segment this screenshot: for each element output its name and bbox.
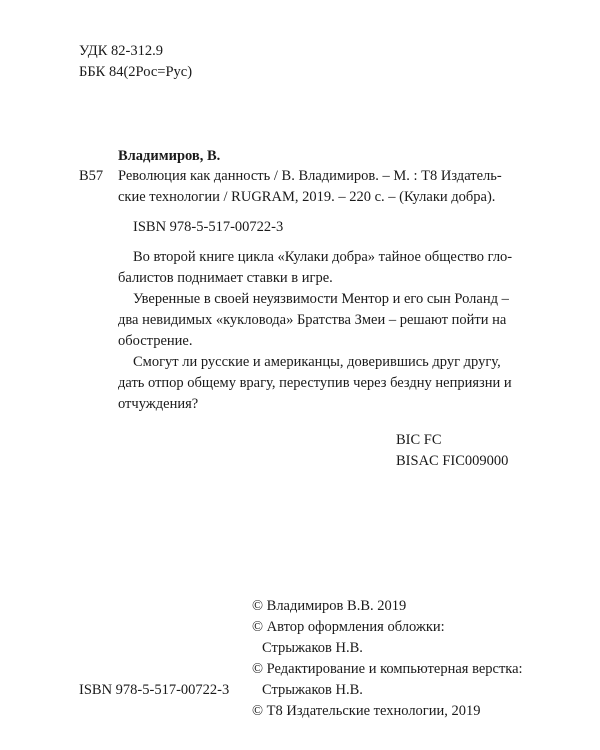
subject-classification (396, 430, 508, 472)
annotation-line: Смогут ли русские и американцы, доверившись друг другу, (133, 354, 501, 370)
bbk-code: ББК 84(2Рос=Рус) (79, 64, 193, 80)
annotation-line: дать отпор общему врагу, переступив через бездну неприязни и (118, 375, 512, 391)
annotation-line: Уверенные в своей неуязвимости Ментор и его сын Роланд – (133, 291, 509, 307)
isbn-inline: ISBN 978-5-517-00722-3 (133, 219, 284, 235)
annotation-line: балистов поднимает ставки в игре. (118, 270, 333, 286)
copyright-line: © Редактирование и компьютерная верстка: (252, 661, 523, 677)
isbn-footer: ISBN 978-5-517-00722-3 (79, 682, 230, 698)
annotation-line: обострение. (118, 333, 193, 349)
annotation-line: Во второй книге цикла «Кулаки добра» тайное общество гло- (133, 249, 513, 265)
annotation (118, 247, 518, 415)
annotation-line: отчуждения? (118, 396, 199, 412)
annotation-line: два невидимых «кукловода» Братства Змеи – решают пойти на (118, 312, 507, 328)
copyright-block (252, 596, 523, 722)
bibliographic-entry (118, 166, 518, 208)
copyright-line: © Автор оформления обложки: (252, 619, 445, 635)
copyright-line: Стрыжаков Н.В. (262, 682, 363, 698)
copyright-line: Стрыжаков Н.В. (262, 640, 363, 656)
copyright-line: © Владимиров В.В. 2019 (252, 598, 407, 614)
bic-code: BIC FC (396, 432, 442, 448)
copyright-line: © Т8 Издательские технологии, 2019 (252, 703, 481, 719)
classification-codes (79, 41, 192, 83)
author-heading: Владимиров, В. (118, 148, 221, 164)
bib-entry-line: Революция как данность / В. Владимиров. – М. : Т8 Издатель- (118, 168, 502, 184)
bib-entry-line: ские технологии / RUGRAM, 2019. – 220 с. – (Кулаки добра). (118, 189, 496, 205)
bisac-code: BISAC FIC009000 (396, 453, 509, 469)
author-mark: В57 (79, 168, 104, 184)
udk-code: УДК 82-312.9 (79, 43, 163, 59)
